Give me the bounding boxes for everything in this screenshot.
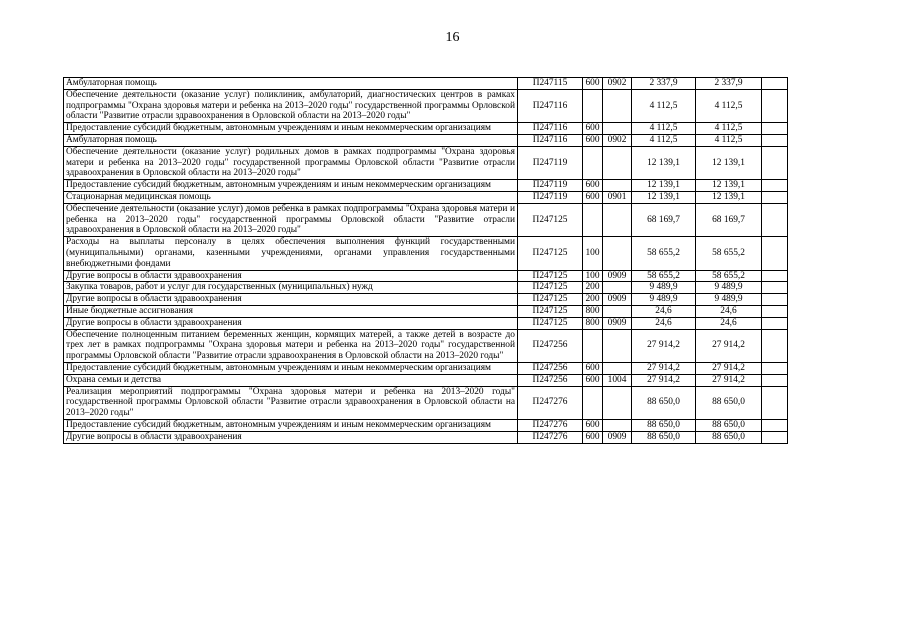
row-name-cell: Иные бюджетные ассигнования bbox=[64, 305, 518, 317]
row-code-cell: П247119 bbox=[518, 146, 583, 179]
row-code-cell: П247276 bbox=[518, 386, 583, 419]
row-code-cell: П247116 bbox=[518, 123, 583, 135]
row-amount-cell: 9 489,9 bbox=[632, 294, 696, 306]
row-code-cell: П247116 bbox=[518, 89, 583, 122]
row-expense-type-cell bbox=[583, 146, 603, 179]
row-section-cell bbox=[603, 362, 632, 374]
row-section-cell: 1004 bbox=[603, 374, 632, 386]
table-row bbox=[64, 317, 788, 329]
row-name-cell: Другие вопросы в области здравоохранения bbox=[64, 431, 518, 443]
row-amount-cell: 88 650,0 bbox=[696, 419, 762, 431]
row-section-cell: 0909 bbox=[603, 431, 632, 443]
row-section-cell: 0909 bbox=[603, 270, 632, 282]
row-amount-cell: 2 337,9 bbox=[696, 78, 762, 90]
row-name-cell: Закупка товаров, работ и услуг для государственных (муниципальных) нужд bbox=[64, 282, 518, 294]
row-code-cell: П247115 bbox=[518, 78, 583, 90]
row-amount-cell: 9 489,9 bbox=[632, 282, 696, 294]
row-empty-cell bbox=[762, 386, 788, 419]
row-expense-type-cell: 600 bbox=[583, 78, 603, 90]
row-code-cell: П247125 bbox=[518, 270, 583, 282]
row-code-cell: П247125 bbox=[518, 203, 583, 236]
table-row bbox=[64, 374, 788, 386]
row-section-cell bbox=[603, 305, 632, 317]
row-expense-type-cell: 600 bbox=[583, 134, 603, 146]
row-amount-cell: 27 914,2 bbox=[696, 374, 762, 386]
row-amount-cell: 4 112,5 bbox=[632, 123, 696, 135]
row-expense-type-cell: 600 bbox=[583, 431, 603, 443]
row-amount-cell: 88 650,0 bbox=[632, 386, 696, 419]
row-name-cell: Расходы на выплаты персоналу в целях обеспечения выполнения функций государственными (муниципальными) органами, казенными учреждениями, органами управления государственными внебюджетными фондами bbox=[64, 237, 518, 270]
row-expense-type-cell: 800 bbox=[583, 317, 603, 329]
row-section-cell: 0901 bbox=[603, 191, 632, 203]
row-name-cell: Обеспечение деятельности (оказание услуг) домов ребенка в рамках подпрограммы "Охрана здоровья матери и ребенка на 2013–2020 годы" государственной программы Орловской области "Развитие отрасли здравоохранения в Орловской области на 2013–2020 годы" bbox=[64, 203, 518, 236]
row-amount-cell: 27 914,2 bbox=[696, 362, 762, 374]
row-amount-cell: 58 655,2 bbox=[632, 237, 696, 270]
table-row bbox=[64, 329, 788, 362]
row-amount-cell: 88 650,0 bbox=[696, 431, 762, 443]
row-amount-cell: 27 914,2 bbox=[696, 329, 762, 362]
row-name-cell: Амбулаторная помощь bbox=[64, 78, 518, 90]
table-row bbox=[64, 362, 788, 374]
row-expense-type-cell bbox=[583, 89, 603, 122]
row-amount-cell: 12 139,1 bbox=[696, 146, 762, 179]
row-amount-cell: 12 139,1 bbox=[632, 146, 696, 179]
row-empty-cell bbox=[762, 419, 788, 431]
row-name-cell: Другие вопросы в области здравоохранения bbox=[64, 270, 518, 282]
row-amount-cell: 24,6 bbox=[696, 305, 762, 317]
row-empty-cell bbox=[762, 191, 788, 203]
row-code-cell: П247256 bbox=[518, 374, 583, 386]
row-name-cell: Обеспечение деятельности (оказание услуг) родильных домов в рамках подпрограммы "Охрана здоровья матери и ребенка на 2013–2020 годы" государственной программы Орловской области "Развитие отрасли здравоохранения в Орловской области на 2013–2020 годы" bbox=[64, 146, 518, 179]
row-empty-cell bbox=[762, 431, 788, 443]
row-empty-cell bbox=[762, 180, 788, 192]
table-row bbox=[64, 89, 788, 122]
row-expense-type-cell: 200 bbox=[583, 294, 603, 306]
table-row bbox=[64, 123, 788, 135]
row-expense-type-cell: 600 bbox=[583, 419, 603, 431]
row-name-cell: Предоставление субсидий бюджетным, автономным учреждениям и иным некоммерческим организациям bbox=[64, 180, 518, 192]
row-section-cell bbox=[603, 282, 632, 294]
table-row bbox=[64, 431, 788, 443]
row-empty-cell bbox=[762, 270, 788, 282]
row-amount-cell: 12 139,1 bbox=[632, 191, 696, 203]
row-expense-type-cell: 200 bbox=[583, 282, 603, 294]
table-row bbox=[64, 203, 788, 236]
row-amount-cell: 58 655,2 bbox=[632, 270, 696, 282]
row-name-cell: Другие вопросы в области здравоохранения bbox=[64, 294, 518, 306]
row-expense-type-cell: 600 bbox=[583, 191, 603, 203]
table-row bbox=[64, 270, 788, 282]
row-code-cell: П247256 bbox=[518, 329, 583, 362]
row-amount-cell: 2 337,9 bbox=[632, 78, 696, 90]
row-amount-cell: 12 139,1 bbox=[632, 180, 696, 192]
row-empty-cell bbox=[762, 294, 788, 306]
row-amount-cell: 88 650,0 bbox=[632, 431, 696, 443]
row-code-cell: П247125 bbox=[518, 305, 583, 317]
row-name-cell: Стационарная медицинская помощь bbox=[64, 191, 518, 203]
row-section-cell bbox=[603, 386, 632, 419]
row-code-cell: П247125 bbox=[518, 317, 583, 329]
row-expense-type-cell bbox=[583, 386, 603, 419]
row-section-cell: 0902 bbox=[603, 134, 632, 146]
row-amount-cell: 4 112,5 bbox=[632, 89, 696, 122]
row-expense-type-cell: 800 bbox=[583, 305, 603, 317]
table-row bbox=[64, 180, 788, 192]
row-empty-cell bbox=[762, 146, 788, 179]
row-amount-cell: 9 489,9 bbox=[696, 282, 762, 294]
row-code-cell: П247125 bbox=[518, 282, 583, 294]
row-section-cell bbox=[603, 123, 632, 135]
row-section-cell bbox=[603, 146, 632, 179]
row-empty-cell bbox=[762, 123, 788, 135]
row-empty-cell bbox=[762, 329, 788, 362]
row-empty-cell bbox=[762, 237, 788, 270]
row-amount-cell: 9 489,9 bbox=[696, 294, 762, 306]
table-body bbox=[64, 78, 788, 444]
budget-table bbox=[63, 77, 788, 444]
row-amount-cell: 4 112,5 bbox=[696, 89, 762, 122]
row-expense-type-cell: 100 bbox=[583, 270, 603, 282]
row-amount-cell: 12 139,1 bbox=[696, 180, 762, 192]
row-section-cell bbox=[603, 419, 632, 431]
table-row bbox=[64, 237, 788, 270]
row-empty-cell bbox=[762, 282, 788, 294]
row-code-cell: П247119 bbox=[518, 180, 583, 192]
row-section-cell: 0909 bbox=[603, 294, 632, 306]
row-section-cell bbox=[603, 180, 632, 192]
row-expense-type-cell: 600 bbox=[583, 362, 603, 374]
row-amount-cell: 24,6 bbox=[632, 317, 696, 329]
row-name-cell: Охрана семьи и детства bbox=[64, 374, 518, 386]
table-row bbox=[64, 282, 788, 294]
table-row bbox=[64, 146, 788, 179]
table-row bbox=[64, 419, 788, 431]
row-section-cell bbox=[603, 237, 632, 270]
row-expense-type-cell: 600 bbox=[583, 374, 603, 386]
row-amount-cell: 24,6 bbox=[696, 317, 762, 329]
row-section-cell bbox=[603, 203, 632, 236]
row-name-cell: Другие вопросы в области здравоохранения bbox=[64, 317, 518, 329]
row-code-cell: П247116 bbox=[518, 134, 583, 146]
row-expense-type-cell: 600 bbox=[583, 123, 603, 135]
row-empty-cell bbox=[762, 134, 788, 146]
row-empty-cell bbox=[762, 89, 788, 122]
row-code-cell: П247119 bbox=[518, 191, 583, 203]
row-code-cell: П247125 bbox=[518, 237, 583, 270]
row-empty-cell bbox=[762, 317, 788, 329]
row-empty-cell bbox=[762, 305, 788, 317]
row-name-cell: Предоставление субсидий бюджетным, автономным учреждениям и иным некоммерческим организациям bbox=[64, 419, 518, 431]
row-amount-cell: 27 914,2 bbox=[632, 362, 696, 374]
row-code-cell: П247276 bbox=[518, 431, 583, 443]
row-name-cell: Обеспечение деятельности (оказание услуг) поликлиник, амбулаторий, диагностических центров в рамках подпрограммы "Охрана здоровья матери и ребенка на 2013–2020 годы" государственной программы Орловской области "Развитие отрасли здравоохранения в Орловской области на 2013–2020 годы" bbox=[64, 89, 518, 122]
row-empty-cell bbox=[762, 203, 788, 236]
table-row bbox=[64, 134, 788, 146]
row-amount-cell: 27 914,2 bbox=[632, 329, 696, 362]
row-amount-cell: 12 139,1 bbox=[696, 191, 762, 203]
row-amount-cell: 4 112,5 bbox=[696, 134, 762, 146]
row-name-cell: Предоставление субсидий бюджетным, автономным учреждениям и иным некоммерческим организациям bbox=[64, 123, 518, 135]
row-code-cell: П247125 bbox=[518, 294, 583, 306]
row-expense-type-cell: 600 bbox=[583, 180, 603, 192]
row-code-cell: П247256 bbox=[518, 362, 583, 374]
row-amount-cell: 24,6 bbox=[632, 305, 696, 317]
row-code-cell: П247276 bbox=[518, 419, 583, 431]
row-name-cell: Обеспечение полноценным питанием беременных женщин, кормящих матерей, а также детей в возрасте до трех лет в рамках подпрограммы "Охрана здоровья матери и ребенка на 2013–2020 годы" государственной программы Орловской области "Развитие отрасли здравоохранения в Орловской области на 2013–2020 годы" bbox=[64, 329, 518, 362]
row-empty-cell bbox=[762, 362, 788, 374]
row-empty-cell bbox=[762, 374, 788, 386]
table-row bbox=[64, 305, 788, 317]
row-name-cell: Амбулаторная помощь bbox=[64, 134, 518, 146]
row-expense-type-cell bbox=[583, 329, 603, 362]
row-amount-cell: 4 112,5 bbox=[696, 123, 762, 135]
row-amount-cell: 68 169,7 bbox=[632, 203, 696, 236]
table-row bbox=[64, 386, 788, 419]
row-amount-cell: 58 655,2 bbox=[696, 270, 762, 282]
row-amount-cell: 88 650,0 bbox=[632, 419, 696, 431]
row-amount-cell: 88 650,0 bbox=[696, 386, 762, 419]
table-row bbox=[64, 294, 788, 306]
row-section-cell: 0902 bbox=[603, 78, 632, 90]
table-row bbox=[64, 191, 788, 203]
row-amount-cell: 58 655,2 bbox=[696, 237, 762, 270]
page-number: 16 bbox=[445, 30, 460, 45]
row-amount-cell: 4 112,5 bbox=[632, 134, 696, 146]
row-amount-cell: 27 914,2 bbox=[632, 374, 696, 386]
row-name-cell: Предоставление субсидий бюджетным, автономным учреждениям и иным некоммерческим организациям bbox=[64, 362, 518, 374]
row-section-cell bbox=[603, 89, 632, 122]
row-name-cell: Реализация мероприятий подпрограммы "Охрана здоровья матери и ребенка на 2013–2020 годы" государственной программы Орловской области "Развитие отрасли здравоохранения в Орловской области на 2013–2020 годы" bbox=[64, 386, 518, 419]
row-amount-cell: 68 169,7 bbox=[696, 203, 762, 236]
row-section-cell bbox=[603, 329, 632, 362]
row-section-cell: 0909 bbox=[603, 317, 632, 329]
row-expense-type-cell: 100 bbox=[583, 237, 603, 270]
row-empty-cell bbox=[762, 78, 788, 90]
row-expense-type-cell bbox=[583, 203, 603, 236]
table-row bbox=[64, 78, 788, 90]
